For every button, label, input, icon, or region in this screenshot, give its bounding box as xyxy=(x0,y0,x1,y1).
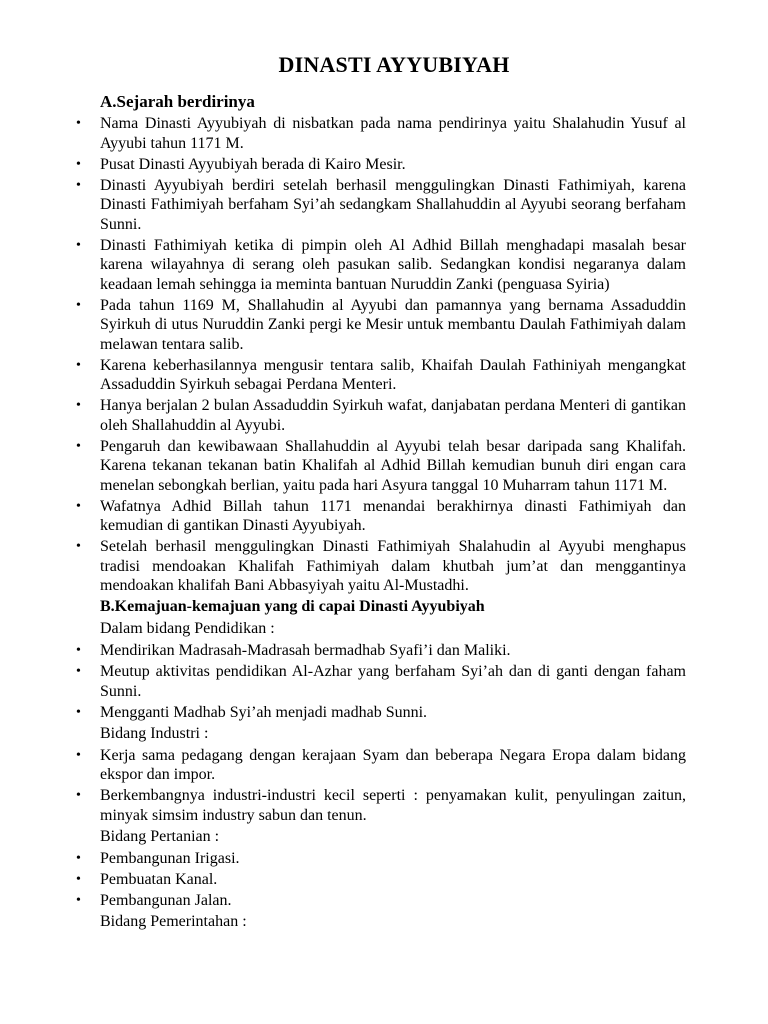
list-item-text: Pada tahun 1169 M, Shallahudin al Ayyubi dan pamannya yang bernama Assaduddin Syirkuh di utus Nuruddin Zanki pergi ke Mesir untuk membantu Daulah Fathimiyah dalam melawan tentara salib. xyxy=(100,296,686,353)
list-item-text: Setelah berhasil menggulingkan Dinasti Fathimiyah Shalahudin al Ayyubi menghapus tradisi mendoakan Khalifah Fathimiyah dalam khutbah jum’at dan menggantinya mendoakan khalifah Bani Abbasyiyah yaitu Al-Mustadhi. xyxy=(100,538,686,594)
list-item xyxy=(76,236,686,295)
bullet-icon: • xyxy=(76,237,81,253)
list-item-text: Hanya berjalan 2 bulan Assaduddin Syirkuh wafat, danjabatan perdana Menteri di gantikan oleh Shallahuddin al Ayyubi. xyxy=(100,397,686,434)
bullet-icon: • xyxy=(76,297,81,313)
list-item xyxy=(76,356,686,395)
list-item xyxy=(76,155,686,175)
list-item-text: Pembuatan Kanal. xyxy=(100,870,218,888)
bullet-icon: • xyxy=(76,438,81,454)
section-a-list xyxy=(76,114,686,596)
list-item xyxy=(76,703,686,723)
pemerintahan-label: Bidang Pemerintahan : xyxy=(100,912,247,930)
pendidikan-list xyxy=(76,641,686,722)
bullet-icon: • xyxy=(76,643,81,658)
bullet-icon: • xyxy=(76,664,81,679)
pertanian-label: Bidang Pertanian : xyxy=(100,827,220,845)
bullet-icon: • xyxy=(76,747,81,763)
bullet-icon: • xyxy=(76,539,81,554)
list-item xyxy=(76,870,686,890)
bullet-icon: • xyxy=(76,398,81,413)
bullet-icon: • xyxy=(76,498,81,514)
section-b-heading: B.Kemajuan-kemajuan yang di capai Dinasti Ayyubiyah xyxy=(100,598,485,615)
list-item xyxy=(76,114,686,153)
bullet-icon: • xyxy=(76,116,81,131)
list-item-text: Dinasti Fathimiyah ketika di pimpin oleh Al Adhid Billah menghadapi masalah besar karena wilayahnya di serang oleh pasukan salib. Sedangkan kondisi negaranya dalam keadaan lemah sehingga ia meminta bantuan Nuruddin Zanki (penguasa Syiria) xyxy=(100,236,686,293)
list-item xyxy=(76,537,686,596)
industri-list xyxy=(76,746,686,826)
list-item-text: Karena keberhasilannya mengusir tentara salib, Khaifah Daulah Fathiniyah mengangkat Assaduddin Syirkuh sebagai Perdana Menteri. xyxy=(100,356,686,393)
list-item-text: Mengganti Madhab Syi’ah menjadi madhab Sunni. xyxy=(100,703,428,721)
list-item-text: Pembangunan Jalan. xyxy=(100,891,232,909)
list-item xyxy=(76,849,686,869)
list-item-text: Meutup aktivitas pendidikan Al-Azhar yang berfaham Syi’ah dan di ganti dengan faham Sunni. xyxy=(100,663,686,700)
list-item-text: Dinasti Ayyubiyah berdiri setelah berhasil menggulingkan Dinasti Fathimiyah, karena Dinasti Fathimiyah berfaham Syi’ah sedangkam Shallahuddin al Ayyubi seorang berfaham Sunni. xyxy=(100,176,686,233)
pertanian-list xyxy=(76,849,686,911)
bullet-icon: • xyxy=(76,892,81,908)
list-item-text: Wafatnya Adhid Billah tahun 1171 menandai berakhirnya dinasti Fathimiyah dan kemudian di gantikan Dinasti Ayyubiyah. xyxy=(100,497,686,534)
list-item xyxy=(76,662,686,701)
list-item-text: Pengaruh dan kewibawaan Shallahuddin al Ayyubi telah besar daripada sang Khalifah. Karena tekanan tekanan batin Khalifah al Adhid Billah kemudian bunuh diri engan cara menelan sebongkah berlian, yaitu pada hari Asyura tanggal 10 Muharram tahun 1171 M. xyxy=(100,437,686,494)
bullet-icon: • xyxy=(76,177,81,193)
list-item-text: Mendirikan Madrasah-Madrasah bermadhab Syafi’i dan Maliki. xyxy=(100,642,511,659)
list-item xyxy=(76,891,686,911)
list-item-text: Nama Dinasti Ayyubiyah di nisbatkan pada nama pendirinya yaitu Shalahudin Yusuf al Ayyubi tahun 1171 M. xyxy=(100,115,686,152)
page-title: DINASTI AYYUBIYAH xyxy=(278,52,510,77)
list-item xyxy=(76,396,686,435)
list-item-text: Pusat Dinasti Ayyubiyah berada di Kairo Mesir. xyxy=(100,155,406,173)
list-item xyxy=(76,437,686,496)
bullet-icon: • xyxy=(76,156,81,172)
list-item xyxy=(76,497,686,536)
list-item-text: Kerja sama pedagang dengan kerajaan Syam dan beberapa Negara Eropa dalam bidang ekspor dan impor. xyxy=(100,746,686,783)
bullet-icon: • xyxy=(76,850,81,866)
list-item xyxy=(76,786,686,825)
list-item xyxy=(76,746,686,785)
list-item-text: Pembangunan Irigasi. xyxy=(100,849,240,867)
list-item-text: Berkembangnya industri-industri kecil seperti : penyamakan kulit, penyulingan zaitun, minyak simsim industry sabun dan tenun. xyxy=(100,787,686,824)
list-item xyxy=(76,176,686,235)
list-item xyxy=(76,641,686,661)
bullet-icon: • xyxy=(76,357,81,373)
bullet-icon: • xyxy=(76,704,81,720)
industri-label: Bidang Industri : xyxy=(100,724,209,742)
bullet-icon: • xyxy=(76,788,81,803)
list-item xyxy=(76,296,686,355)
bullet-icon: • xyxy=(76,871,81,887)
pendidikan-label: Dalam bidang Pendidikan : xyxy=(100,620,275,637)
section-a-heading: A.Sejarah berdirinya xyxy=(100,92,255,111)
